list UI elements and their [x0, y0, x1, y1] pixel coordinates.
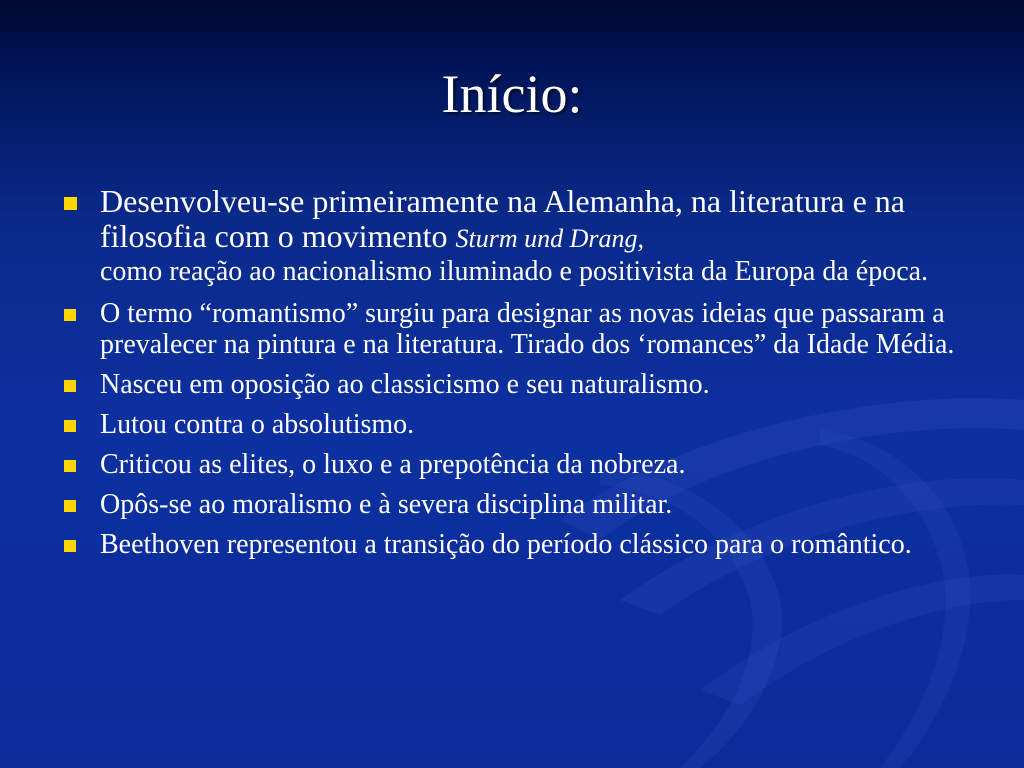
bullet-text: O termo “romantismo” surgiu para designar as novas ideias que passaram a prevalecer na pintura e na literatura. Tirado dos ‘romances” da Idade Média.: [100, 298, 955, 360]
square-bullet-icon: [64, 500, 76, 512]
bullet-item: [60, 184, 960, 288]
slide-title: Início:: [441, 64, 583, 124]
bullet-text-continuation: como reação ao nacionalismo iluminado e positivista da Europa da época.: [100, 256, 929, 287]
square-bullet-icon: [64, 420, 76, 432]
square-bullet-icon: [64, 540, 76, 552]
square-bullet-icon: [64, 309, 76, 321]
bullet-item: [60, 529, 960, 560]
square-bullet-icon: [64, 380, 76, 392]
bullet-text: Criticou as elites, o luxo e a prepotência da nobreza.: [100, 449, 686, 480]
bullet-item: [60, 369, 960, 400]
bullet-list: [60, 184, 960, 560]
bullet-item: [60, 489, 960, 520]
bullet-text: Nasceu em oposição ao classicismo e seu naturalismo.: [100, 369, 710, 400]
square-bullet-icon: [64, 460, 76, 472]
bullet-text: Lutou contra o absolutismo.: [100, 409, 415, 440]
bullet-text: Desenvolveu-se primeiramente na Alemanha, na literatura e na filosofia com o movimento: [100, 183, 905, 254]
bullet-item: [60, 409, 960, 440]
square-bullet-icon: [64, 197, 77, 210]
bullet-item: [60, 298, 960, 360]
bullet-text: Beethoven representou a transição do período clássico para o romântico.: [100, 529, 912, 560]
bullet-text-italic: Sturm und Drang,: [455, 224, 645, 253]
bullet-item: [60, 449, 960, 480]
bullet-text: Opôs-se ao moralismo e à severa disciplina militar.: [100, 489, 673, 520]
